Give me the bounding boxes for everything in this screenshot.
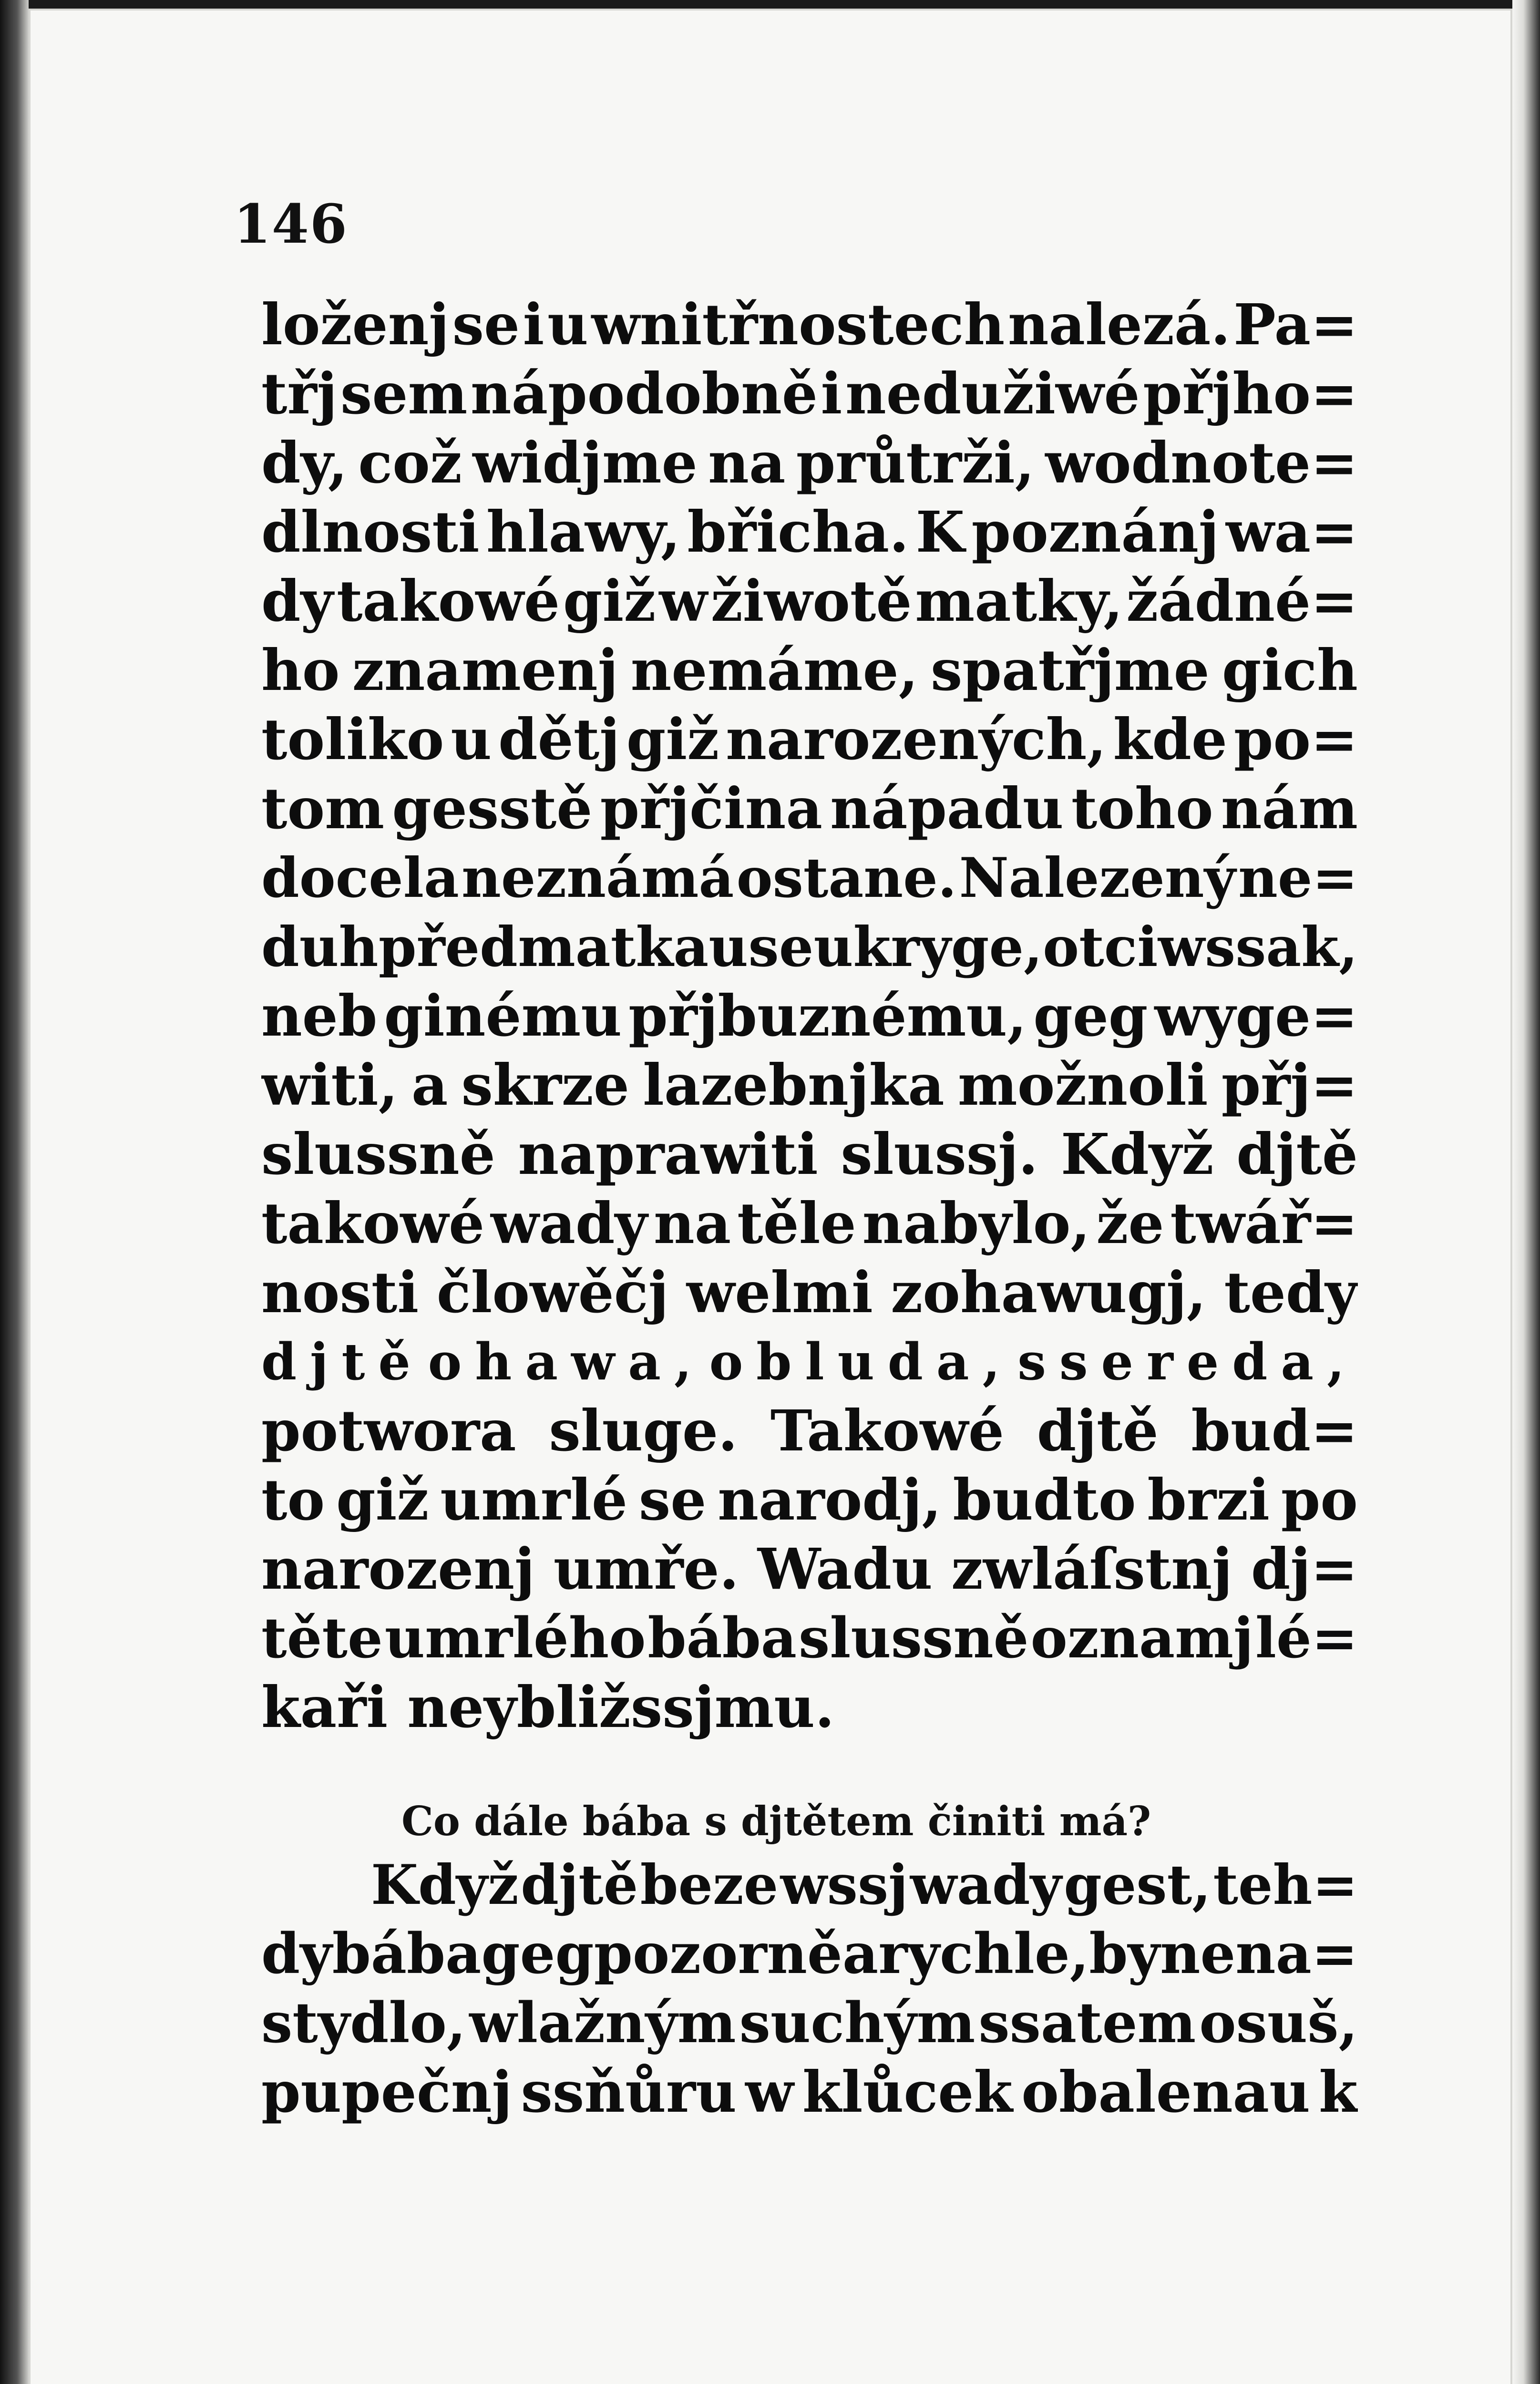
word: i [523,291,544,358]
word: ostane. [736,845,957,910]
text-line [261,359,1358,428]
word: oznamj [1030,1605,1253,1671]
word: na [654,1190,731,1256]
word: nalezá. [1007,291,1231,358]
word: umrlé [440,1467,627,1533]
word: po [1281,1467,1358,1533]
word: žiwotě [710,568,912,634]
word: třj [261,360,338,427]
text-line [261,1120,1358,1189]
word: znamenj [352,637,618,703]
word: to [261,1467,325,1533]
word: geg [481,1921,594,1986]
word: wady [910,1852,1062,1917]
word: ssereda, [1017,1332,1358,1391]
word: narozenj [261,1536,535,1602]
text-line [261,1988,1358,2057]
word: by [1089,1921,1160,1986]
word: k [1319,2059,1358,2125]
word: dětj [498,706,620,772]
word: nemáme, [630,637,918,703]
word: se [748,915,814,979]
word: břicha. [687,499,909,565]
word: pozorně [594,1921,842,1986]
word: Pa= [1233,291,1358,358]
word: neb [261,983,378,1049]
paragraph-main [261,290,1358,1742]
word: se [452,291,520,358]
word: skrze [461,1052,629,1118]
word: matkau [518,915,749,979]
text-line [261,1919,1358,1988]
word: wodnote= [1045,430,1358,496]
word: dj= [1251,1536,1358,1602]
text-line [261,2057,1358,2127]
word: giž [563,568,656,634]
word: giž [626,706,719,772]
text-line [261,566,1358,636]
word: Takowé [770,1398,1004,1464]
word: obalenau [1021,2059,1310,2125]
text-line: kaři neybližssjmu. [261,1674,835,1740]
word: přjčina [600,775,822,842]
word: neznámá [462,845,734,910]
word: že [1096,1190,1164,1256]
word: brzi [1147,1467,1270,1533]
word: suchým [739,1990,975,2055]
word: nabylo, [862,1190,1090,1256]
word: hlawy, [486,499,681,565]
text-line [261,1189,1358,1258]
word: zwláſstnj [951,1536,1232,1602]
word: potwora [261,1398,516,1464]
word: spatřjme [931,637,1210,703]
text-line [261,636,1358,705]
word: žádné= [1126,568,1358,634]
word: wyge= [1154,983,1358,1049]
word: Když [1060,1121,1214,1187]
word: slussně [799,1605,1029,1671]
word: ohawa, [428,1332,705,1391]
word: dy [261,1921,332,1986]
text-line [261,843,1358,912]
word: toliko [261,706,444,772]
word: přjho= [1143,360,1358,427]
word: narodj, [718,1467,942,1533]
text-line [261,912,1358,981]
word: dlnosti [261,499,480,565]
word: rychle, [878,1921,1089,1986]
word: K [915,499,965,565]
word: na [708,430,786,496]
word: lé= [1255,1605,1358,1671]
text-line [261,1603,1358,1673]
word: se [638,1467,707,1533]
word: bába [647,1605,797,1671]
word: Wadu [757,1536,933,1602]
word: u [547,291,588,358]
word: djtě [521,1852,638,1917]
text-line [261,705,1358,774]
text-line [261,1258,1358,1327]
word: loženj [261,291,450,358]
word: djtě [1236,1121,1358,1187]
word: Nalezený [959,845,1236,910]
text-line [261,1050,1358,1120]
word: nám [1221,775,1358,842]
text-line [261,1534,1358,1603]
word: dy [261,568,334,634]
word: sem [340,360,468,427]
text-line [261,428,1358,497]
word: možnoli [957,1052,1208,1118]
word: obluda, [709,1332,1014,1391]
section-question-heading: Co dále bába s djtětem činiti má? [401,1798,1151,1845]
word: widjme [472,430,698,496]
word: u [451,706,492,772]
word: i [821,360,842,427]
word: beze [640,1852,779,1917]
word: umře. [553,1536,739,1602]
word: teh= [1213,1852,1358,1917]
text-line [261,774,1358,843]
word: wa= [1226,499,1358,565]
word: docela [261,845,459,910]
word: wlažným [469,1990,736,2055]
word: takowé [337,568,560,634]
page-number: 146 [234,193,348,256]
word: gich [1222,637,1358,703]
text-line [261,290,1358,359]
word: djtě [261,1332,424,1391]
word: matky, [915,568,1123,634]
word: naprawiti [518,1121,818,1187]
word: wnitřnostech [591,291,1005,358]
text-line [261,1465,1358,1534]
text-line [261,497,1358,566]
word: gest, [1064,1852,1211,1917]
word: a [842,1921,879,1986]
word: před [378,915,518,979]
word: witi, [261,1052,398,1118]
word: těte [261,1605,383,1671]
word: narozených, [726,706,1107,772]
word: kde [1113,706,1227,772]
word: osuš, [1199,1990,1358,2055]
text-line [261,1850,1358,1919]
word: wssak, [1158,915,1358,979]
word: ssňůru [521,2059,737,2125]
word: wssj [780,1852,908,1917]
word: tedy [1224,1259,1358,1326]
word: lazebnjka [643,1052,945,1118]
word: ho [261,637,340,703]
word: giž [336,1467,429,1533]
word: poznánj [971,499,1219,565]
word: sluge. [549,1398,738,1464]
word: welmi [686,1259,873,1326]
word: nosti [261,1259,419,1326]
word: wady [491,1190,648,1256]
text-line [261,981,1358,1050]
word: což [358,430,462,496]
word: bud= [1191,1398,1358,1464]
word: twář= [1170,1190,1358,1256]
word: duh [261,915,379,979]
text-line [261,1396,1358,1465]
word: přj= [1221,1052,1358,1118]
text-line [261,1327,1358,1396]
word: stydlo, [261,1990,466,2055]
word: toho [1071,775,1213,842]
word: a [411,1052,448,1118]
word: přjbuznému, [628,983,1027,1049]
word: bába [332,1921,482,1986]
word: otci [1043,915,1158,979]
word: zohawugj, [891,1259,1206,1326]
word: dy, [261,430,348,496]
word: budto [953,1467,1136,1533]
word: ssatem [978,1990,1196,2055]
word: w [745,2059,794,2125]
word: po= [1233,706,1358,772]
word: gesstě [392,775,593,842]
word: nena= [1160,1921,1358,1986]
word: nedužiwé [845,360,1140,427]
word: slussně [261,1121,495,1187]
word: klůcek [802,2059,1013,2125]
word: tom [261,775,385,842]
word: těle [737,1190,856,1256]
page-left-edge [0,0,29,2384]
word: pupečnj [261,2059,513,2125]
word: nápadu [830,775,1064,842]
word: Když [371,1852,519,1917]
word: průtrži, [796,430,1035,496]
word: ne= [1238,845,1358,910]
word: nápodobně [470,360,818,427]
word: člowěčj [436,1259,669,1326]
word: takowé [261,1190,485,1256]
paragraph-second [261,1850,1358,2127]
page-right-edge [1512,0,1540,2384]
word: slussj. [841,1121,1038,1187]
word: ginému [384,983,622,1049]
word: djtě [1037,1398,1159,1464]
word: w [659,568,708,634]
word: geg [1033,983,1148,1049]
word: ukryge, [813,915,1043,979]
word: umrlého [384,1605,646,1671]
